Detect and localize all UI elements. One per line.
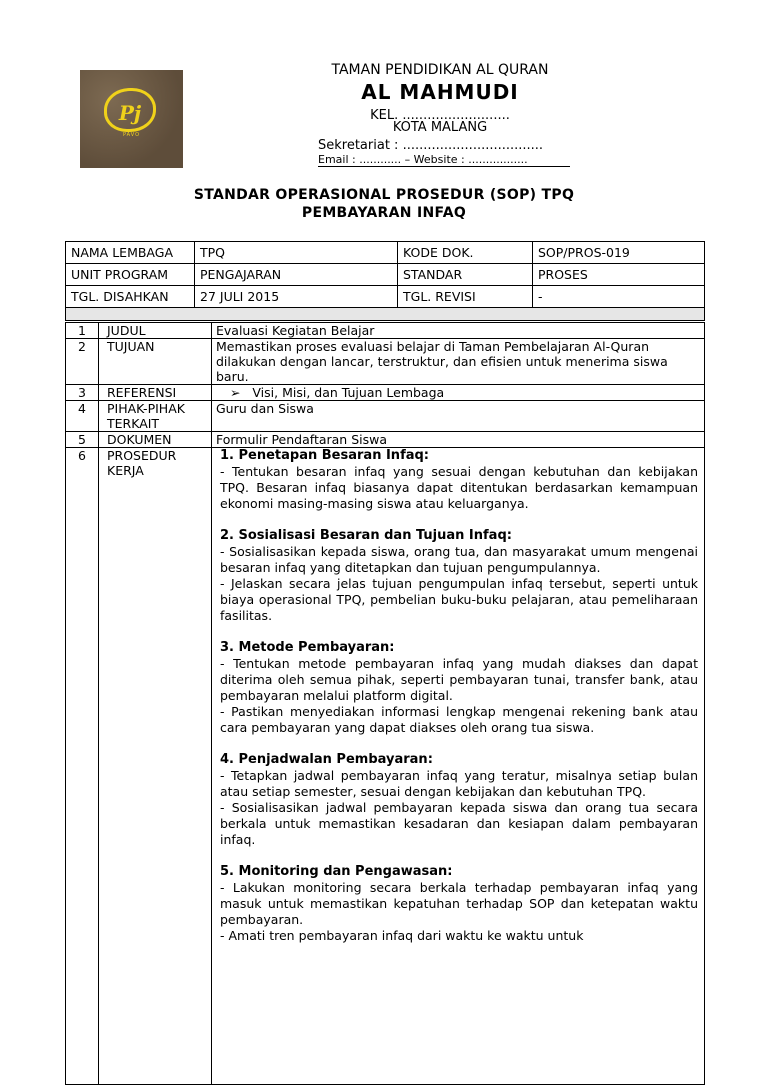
row-number: 1 — [66, 323, 99, 339]
meta-row — [66, 264, 705, 286]
school-city: KOTA MALANG — [392, 120, 488, 135]
meta-row — [66, 286, 705, 308]
meta-row — [66, 242, 705, 264]
sop-row-procedure — [66, 448, 705, 1085]
row-value: Formulir Pendaftaran Siswa — [212, 432, 705, 448]
procedure-item: - Amati tren pembayaran infaq dari waktu ke waktu untuk — [220, 928, 584, 943]
arrow-bullet-icon: ➢ — [230, 385, 241, 400]
procedure-item: - Jelaskan secara jelas tujuan pengumpulan infaq tersebut, seperti untuk biaya operasional TPQ, pembelian buku-buku pelajaran, atau pemeliharaan fasilitas. — [220, 576, 698, 623]
meta-value: PROSES — [533, 264, 705, 286]
document-meta-table — [65, 241, 705, 321]
school-name: AL MAHMUDI — [361, 80, 519, 104]
meta-label: STANDAR — [398, 264, 533, 286]
meta-value: PENGAJARAN — [195, 264, 398, 286]
sop-row-reference — [66, 385, 705, 401]
meta-label: KODE DOK. — [398, 242, 533, 264]
row-number: 3 — [66, 385, 99, 401]
sop-row-purpose — [66, 339, 705, 385]
procedure-cell — [212, 448, 705, 1085]
meta-label: UNIT PROGRAM — [66, 264, 195, 286]
row-value — [212, 385, 705, 401]
logo-badge: Pj — [104, 88, 156, 132]
row-value: Evaluasi Kegiatan Belajar — [212, 323, 705, 339]
meta-label: NAMA LEMBAGA — [66, 242, 195, 264]
row-label: REFERENSI — [99, 385, 212, 401]
procedure-item: - Tentukan metode pembayaran infaq yang mudah diakses dan dapat diterima oleh semua pihak, seperti pembayaran tunai, transfer bank, atau pembayaran melalui platform digital. — [220, 656, 698, 703]
row-value: Memastikan proses evaluasi belajar di Taman Pembelajaran Al-Quran dilakukan dengan lancar, terstruktur, dan efisien untuk menerima siswa baru. — [212, 339, 705, 385]
row-value: Guru dan Siswa — [212, 401, 705, 432]
meta-label: TGL. REVISI — [398, 286, 533, 308]
meta-spacer-row — [66, 308, 705, 321]
header-divider — [318, 166, 570, 167]
procedure-heading: 1. Penetapan Besaran Infaq: — [220, 448, 429, 463]
procedure-item: - Sosialisasikan jadwal pembayaran kepada siswa dan orang tua secara berkala untuk memastikan kesadaran dan kesiapan dalam pembayaran infaq. — [220, 800, 698, 847]
meta-value: 27 JULI 2015 — [195, 286, 398, 308]
school-logo — [80, 70, 183, 168]
row-number: 4 — [66, 401, 99, 432]
row-label: PIHAK-PIHAK TERKAIT — [99, 401, 212, 432]
row-number: 2 — [66, 339, 99, 385]
school-contact: Email : ............ – Website : ................. — [318, 153, 528, 166]
row-label: PROSEDUR KERJA — [99, 448, 212, 1085]
school-kelurahan: KEL. .......................... — [370, 108, 510, 123]
sop-content-table — [65, 322, 705, 1085]
procedure-heading: 3. Metode Pembayaran: — [220, 640, 395, 655]
procedure-heading: 5. Monitoring dan Pengawasan: — [220, 864, 453, 879]
meta-value: SOP/PROS-019 — [533, 242, 705, 264]
school-secretariat: Sekretariat : .................................. — [318, 138, 544, 153]
meta-spacer-cell — [66, 308, 705, 321]
meta-value: TPQ — [195, 242, 398, 264]
logo-subtext: PAVO — [122, 132, 141, 138]
meta-label: TGL. DISAHKAN — [66, 286, 195, 308]
sop-row-document — [66, 432, 705, 448]
procedure-body — [216, 448, 700, 1084]
procedure-item: - Pastikan menyediakan informasi lengkap mengenai rekening bank atau cara pembayaran yang dapat diakses oleh orang tua siswa. — [220, 704, 698, 735]
sop-row-title — [66, 323, 705, 339]
procedure-item: - Sosialisasikan kepada siswa, orang tua, dan masyarakat umum mengenai besaran infaq yang ditetapkan dan tujuan pengumpulannya. — [220, 544, 698, 575]
document-subtitle: PEMBAYARAN INFAQ — [301, 205, 467, 221]
document-title: STANDAR OPERASIONAL PROSEDUR (SOP) TPQ — [193, 187, 575, 203]
procedure-item: - Tetapkan jadwal pembayaran infaq yang teratur, misalnya setiap bulan atau setiap semester, sesuai dengan kebijakan dan kebutuhan TPQ. — [220, 768, 698, 799]
row-label: TUJUAN — [99, 339, 212, 385]
procedure-item: - Tentukan besaran infaq yang sesuai dengan kebutuhan dan kebijakan TPQ. Besaran infaq biasanya dapat ditentukan berdasarkan kemampuan ekonomi masing-masing siswa atau keluarganya. — [220, 464, 698, 511]
row-label: DOKUMEN — [99, 432, 212, 448]
procedure-item: - Lakukan monitoring secara berkala terhadap pembayaran infaq yang masuk untuk memastikan kepatuhan terhadap SOP dan ketepatan waktu pembayaran. — [220, 880, 698, 927]
meta-value: - — [533, 286, 705, 308]
row-number: 6 — [66, 448, 99, 1085]
school-type: TAMAN PENDIDIKAN AL QURAN — [331, 62, 549, 78]
row-label: JUDUL — [99, 323, 212, 339]
procedure-heading: 2. Sosialisasi Besaran dan Tujuan Infaq: — [220, 528, 512, 543]
procedure-heading: 4. Penjadwalan Pembayaran: — [220, 752, 433, 767]
sop-row-parties — [66, 401, 705, 432]
row-number: 5 — [66, 432, 99, 448]
reference-text: Visi, Misi, dan Tujuan Lembaga — [252, 385, 445, 400]
